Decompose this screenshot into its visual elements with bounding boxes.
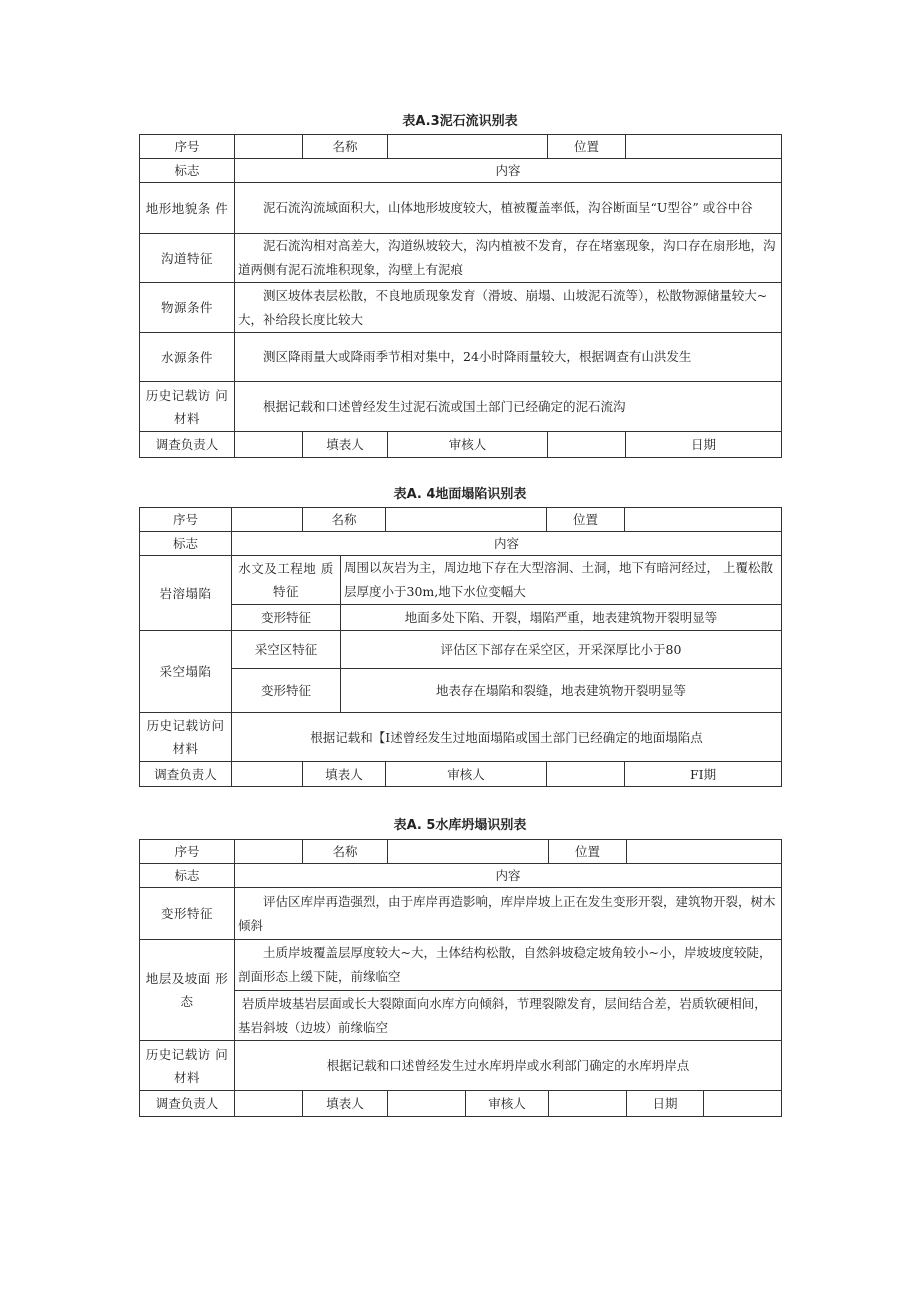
karst-hydro-label: 水文及工程地 质特征 (232, 556, 341, 605)
header-seq: 序号 (140, 840, 235, 864)
investigator-value-cell (235, 432, 303, 458)
mined-deform-label: 变形特征 (232, 669, 341, 713)
mined-area-label: 采空区特征 (232, 631, 341, 669)
header-content: 内容 (232, 532, 782, 556)
header-content: 内容 (235, 864, 782, 888)
header-location: 位置 (549, 840, 627, 864)
header-seq: 序号 (140, 508, 232, 532)
history-text: 根据记载和口述曾经发生过水库坍岸或水利部门确定的水库坍岸点 (235, 1041, 782, 1091)
table-a4 (139, 507, 782, 787)
karst-collapse-label: 岩溶塌陷 (140, 556, 232, 631)
footer-reviewer: 审核人 (388, 432, 548, 458)
date-value-cell (704, 1091, 782, 1117)
table-a5-title: 表A. 5水库坍塌识别表 (393, 818, 527, 833)
header-name: 名称 (303, 135, 388, 159)
history-label: 历史记载访问材料 (140, 713, 232, 762)
header-location: 位置 (547, 508, 625, 532)
footer-filler: 填表人 (303, 1091, 388, 1117)
seq-value-cell (235, 135, 303, 159)
header-name: 名称 (303, 508, 386, 532)
location-value-cell (627, 840, 782, 864)
footer-investigator: 调查负责人 (140, 1091, 235, 1117)
table-a5 (139, 839, 782, 1117)
footer-investigator: 调查负责人 (140, 432, 235, 458)
row-text-terrain: 泥石流沟流域面积大，山体地形坡度较大，植被覆盖率低，沟谷断面呈“U型谷” 或谷中谷 (235, 183, 782, 234)
location-value-cell (626, 135, 782, 159)
footer-date: 日期 (627, 1091, 704, 1117)
investigator-value-cell (232, 762, 303, 787)
reviewer-value-cell (547, 762, 625, 787)
investigator-value-cell (235, 1091, 303, 1117)
strata-soil-text: 土质岸坡覆盖层厚度较大~大，土体结构松散，自然斜坡稳定坡角较小~小，岸坡坡度较陡，剖面形态上缓下陡，前缘临空 (235, 940, 782, 991)
karst-deform-text: 地面多处下陷、开裂，塌陷严重，地表建筑物开裂明显等 (341, 605, 782, 631)
header-sign: 标志 (140, 532, 232, 556)
karst-deform-label: 变形特征 (232, 605, 341, 631)
table-a3 (139, 134, 782, 458)
row-text-history: 根据记载和口述曾经发生过泥石流或国土部门已经确定的泥石流沟 (235, 382, 782, 432)
name-value-cell (386, 508, 547, 532)
deform-label: 变形特征 (140, 888, 235, 940)
header-name: 名称 (303, 840, 388, 864)
mined-area-text: 评估区下部存在采空区，开采深厚比小于80 (341, 631, 782, 669)
history-text: 根据记载和【I述曾经发生过地面塌陷或国土部门已经确定的地面塌陷点 (232, 713, 782, 762)
seq-value-cell (232, 508, 303, 532)
footer-filler: 填表人 (303, 432, 388, 458)
table-a3-title: 表A.3泥石流识别表 (402, 114, 518, 129)
strata-rock-text: 岩质岸坡基岩层面或长大裂隙面向水库方向倾斜，节理裂隙发育，层间结合差，岩质软硬相间，基岩斜坡（边坡）前缘临空 (235, 991, 782, 1041)
footer-reviewer: 审核人 (386, 762, 547, 787)
seq-value-cell (235, 840, 303, 864)
header-content: 内容 (235, 159, 782, 183)
deform-text: 评估区库岸再造强烈，由于库岸再造影响，库岸岸坡上正在发生变形开裂，建筑物开裂，树木倾斜 (235, 888, 782, 940)
header-location: 位置 (548, 135, 626, 159)
table-a4-title: 表A. 4地面塌陷识别表 (393, 487, 527, 502)
row-label-history: 历史记载访 问材料 (140, 382, 235, 432)
footer-investigator: 调查负责人 (140, 762, 232, 787)
header-sign: 标志 (140, 159, 235, 183)
header-seq: 序号 (140, 135, 235, 159)
row-label-water: 水源条件 (140, 333, 235, 382)
row-label-terrain: 地形地貌条 件 (140, 183, 235, 234)
footer-date: FI期 (625, 762, 782, 787)
row-label-source: 物源条件 (140, 283, 235, 333)
reviewer-value-cell (548, 432, 626, 458)
name-value-cell (388, 840, 549, 864)
mined-deform-text: 地表存在塌陷和裂缝，地表建筑物开裂明显等 (341, 669, 782, 713)
strata-label: 地层及坡面 形态 (140, 940, 235, 1041)
row-text-source: 测区坡体表层松散，不良地质现象发育（滑坡、崩塌、山坡泥石流等），松散物源储量较大~大，补给段长度比较大 (235, 283, 782, 333)
name-value-cell (388, 135, 548, 159)
row-label-channel: 沟道特征 (140, 234, 235, 283)
location-value-cell (625, 508, 782, 532)
reviewer-value-cell (549, 1091, 627, 1117)
footer-date: 日期 (626, 432, 782, 458)
row-text-water: 测区降雨量大或降雨季节相对集中，24小时降雨量较大，根据调查有山洪发生 (235, 333, 782, 382)
footer-reviewer: 审核人 (466, 1091, 549, 1117)
mined-collapse-label: 采空塌陷 (140, 631, 232, 713)
footer-filler: 填表人 (303, 762, 386, 787)
karst-hydro-text: 周围以灰岩为主，周边地下存在大型溶洞、土洞，地下有暗河经过， 上覆松散层厚度小于30m,地下水位变幅大 (341, 556, 782, 605)
row-text-channel: 泥石流沟相对高差大，沟道纵坡较大，沟内植被不发育，存在堵塞现象，沟口存在扇形地，沟道两侧有泥石流堆积现象，沟壁上有泥痕 (235, 234, 782, 283)
header-sign: 标志 (140, 864, 235, 888)
filler-value-cell (388, 1091, 466, 1117)
history-label: 历史记载访 问材料 (140, 1041, 235, 1091)
